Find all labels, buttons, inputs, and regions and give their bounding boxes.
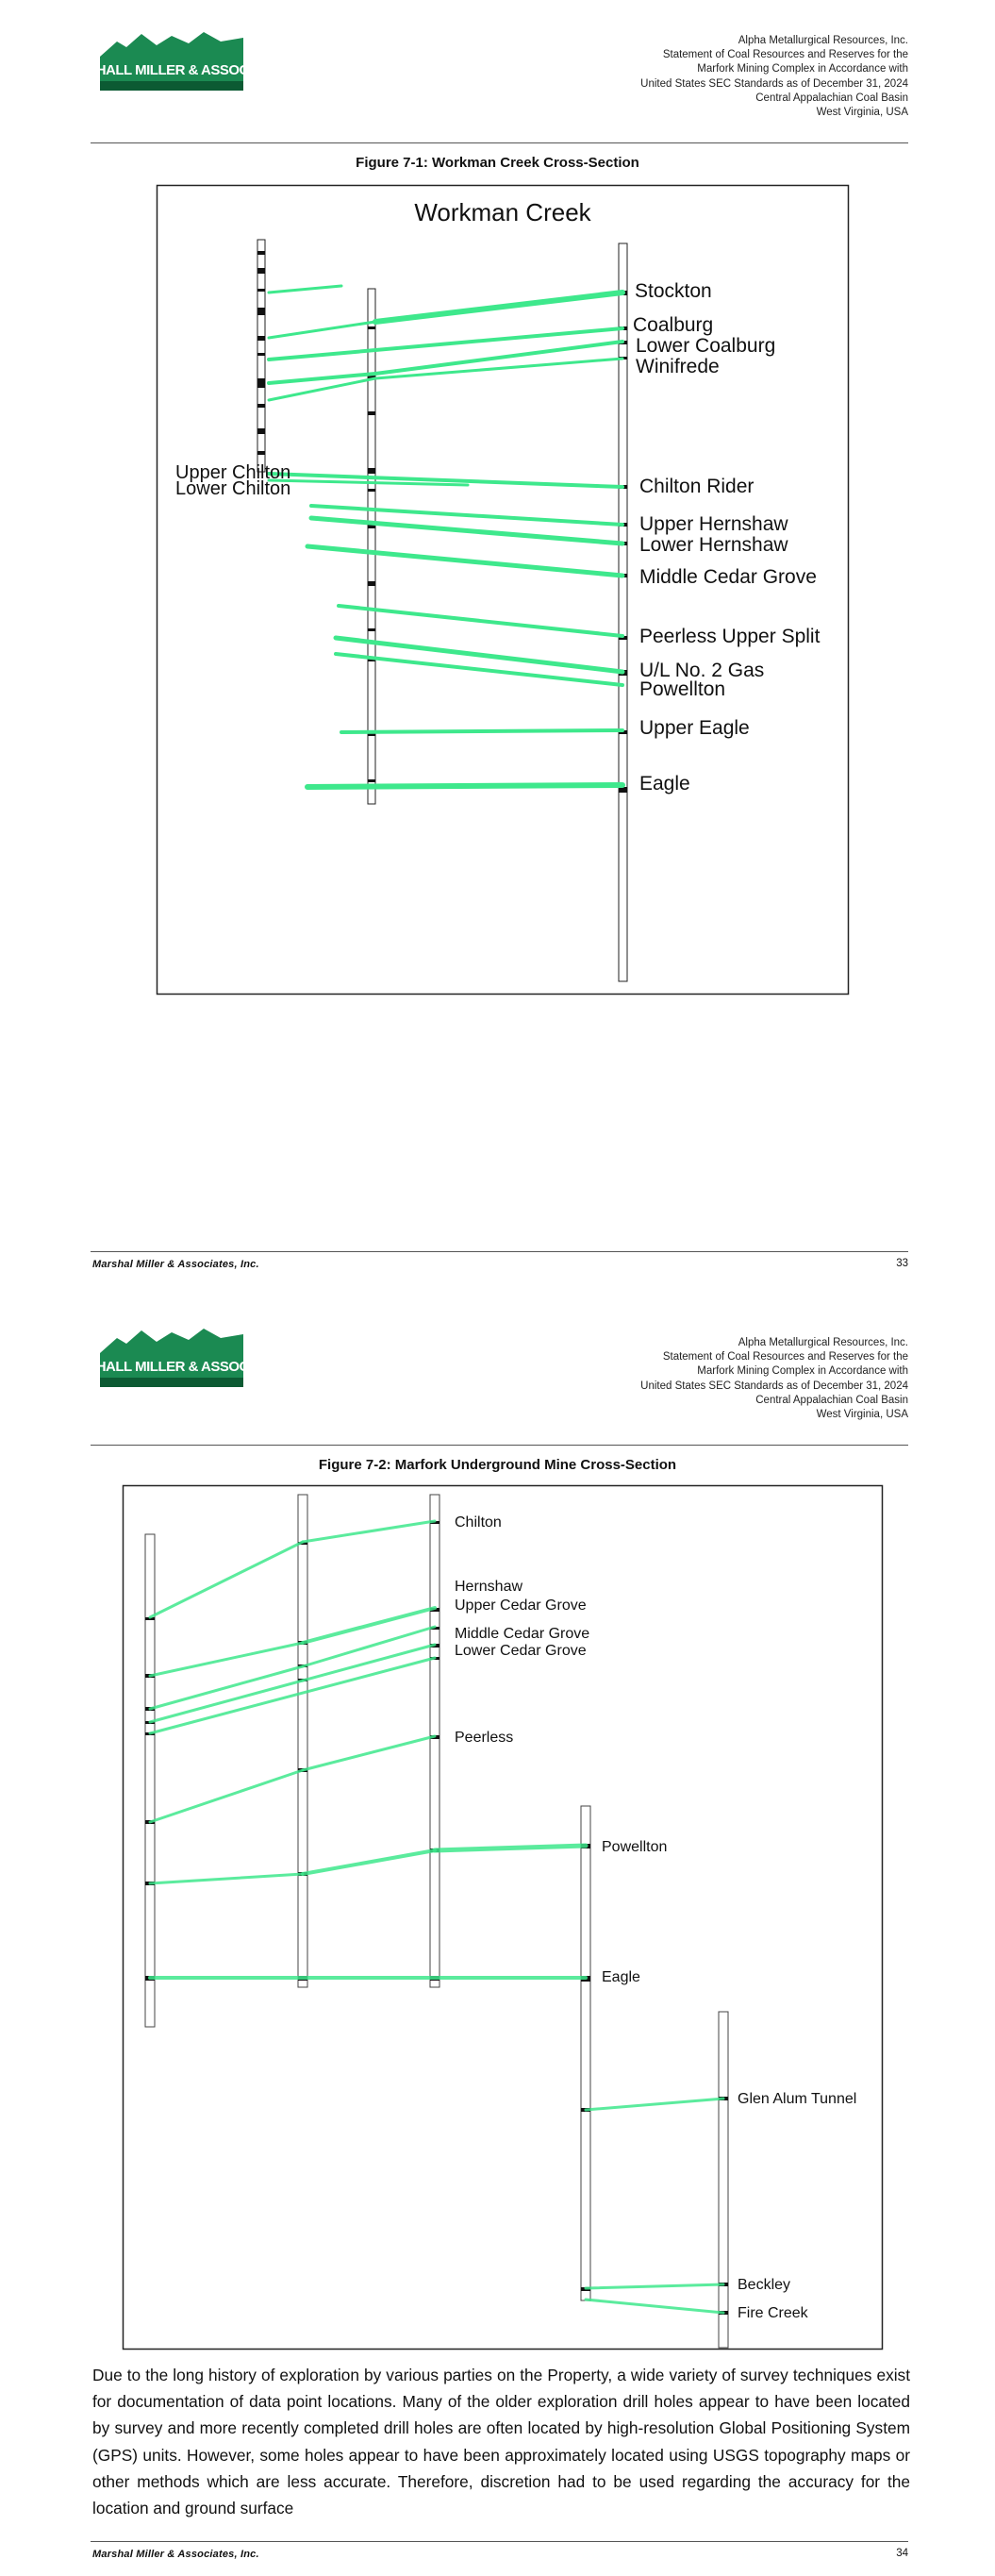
drill-hole-5 [719,2012,728,2348]
logo-text: MARSHALL MILLER & ASSOCIATES [56,62,288,78]
page-34 [0,1293,995,2576]
label-hernshaw: Hernshaw [455,1579,523,1595]
header-line: Alpha Metallurgical Resources, Inc. [738,35,908,46]
label-fire-creek: Fire Creek [738,2305,808,2321]
drill-hole-1 [145,1534,155,2027]
label-peerless: Peerless [455,1730,514,1746]
body-paragraph: Due to the long history of exploration by various parties on the Property, a wide variety of survey techniques exist for documentation of data point locations. Many of the older exploration drill holes appear to have been located by survey and more recently completed drill holes are often located by high-resolution Global Positioning System (GPS) units. However, some holes appear to have been approximately located using USGS topography maps or other methods which are less accurate. Therefore, discretion had to be used regarding the accuracy for the location and ground surface [92,2366,910,2518]
label-peerless-upper-split: Peerless Upper Split [639,626,821,647]
drill-hole-4 [581,1806,590,2300]
marfork-cross-section [123,1485,883,2350]
logo-text: MARSHALL MILLER & ASSOCIATES [56,1359,288,1375]
drill-hole-3 [430,1495,439,1987]
workman-creek-cross-section [157,185,849,995]
header-rule [91,1445,908,1446]
company-logo [56,1325,288,1389]
header-line: Statement of Coal Resources and Reserves for the [662,1351,908,1363]
label-chilton-rider: Chilton Rider [639,476,755,497]
label-coalburg: Coalburg [633,314,714,336]
figure-title: Workman Creek [414,198,591,226]
label-middle-cedar-grove: Middle Cedar Grove [455,1626,590,1642]
label-lower-coalburg: Lower Coalburg [636,335,776,357]
header-rule [91,142,908,143]
label-stockton: Stockton [635,280,712,302]
label-eagle: Eagle [602,1969,640,1985]
figure-caption: Figure 7-2: Marfork Underground Mine Cross-Section [318,1457,677,1473]
footer-company: Marshal Miller & Associates, Inc. [92,2549,259,2560]
label-glen-alum-tunnel: Glen Alum Tunnel [738,2091,857,2107]
label-winifrede: Winifrede [636,356,720,377]
label-beckley: Beckley [738,2277,791,2293]
header-line: United States SEC Standards as of December 31, 2024 [640,77,908,90]
footer-rule [91,1251,908,1252]
header-line: United States SEC Standards as of December 31, 2024 [640,1380,908,1392]
label-upper-chilton: Upper Chilton [175,462,291,483]
header-line: Central Appalachian Coal Basin [755,1394,908,1406]
drill-hole-left [257,240,265,472]
footer-rule [91,2541,908,2542]
label-eagle: Eagle [639,773,690,795]
page-number: 33 [896,1258,908,1269]
label-ul-no2-gas: U/L No. 2 Gas [639,660,765,681]
label-upper-hernshaw: Upper Hernshaw [639,513,788,535]
label-lower-hernshaw: Lower Hernshaw [639,534,788,556]
drill-hole-right [619,243,627,981]
drill-hole-middle [368,289,375,804]
header-line: Alpha Metallurgical Resources, Inc. [738,1337,908,1348]
label-chilton: Chilton [455,1514,502,1531]
header-line: West Virginia, USA [816,107,908,119]
header-line: Statement of Coal Resources and Reserves for the [662,49,908,61]
label-upper-eagle: Upper Eagle [639,717,750,739]
label-lower-chilton: Lower Chilton [175,478,291,499]
header-line: Central Appalachian Coal Basin [755,92,908,104]
header-block [640,34,908,120]
label-middle-cedar-grove: Middle Cedar Grove [639,566,817,588]
header-line: Marfork Mining Complex in Accordance with [697,63,908,75]
company-logo [56,28,288,92]
header-line: West Virginia, USA [816,1409,908,1421]
label-powellton: Powellton [639,678,726,700]
label-powellton: Powellton [602,1839,668,1855]
label-upper-cedar-grove: Upper Cedar Grove [455,1597,587,1614]
footer-company: Marshal Miller & Associates, Inc. [92,1259,259,1270]
header-line: Marfork Mining Complex in Accordance with [697,1365,908,1378]
figure-caption: Figure 7-1: Workman Creek Cross-Section [356,155,639,171]
label-lower-cedar-grove: Lower Cedar Grove [455,1643,587,1659]
drill-hole-2 [298,1495,307,1987]
page-number: 34 [896,2548,908,2559]
header-block [640,1336,908,1422]
